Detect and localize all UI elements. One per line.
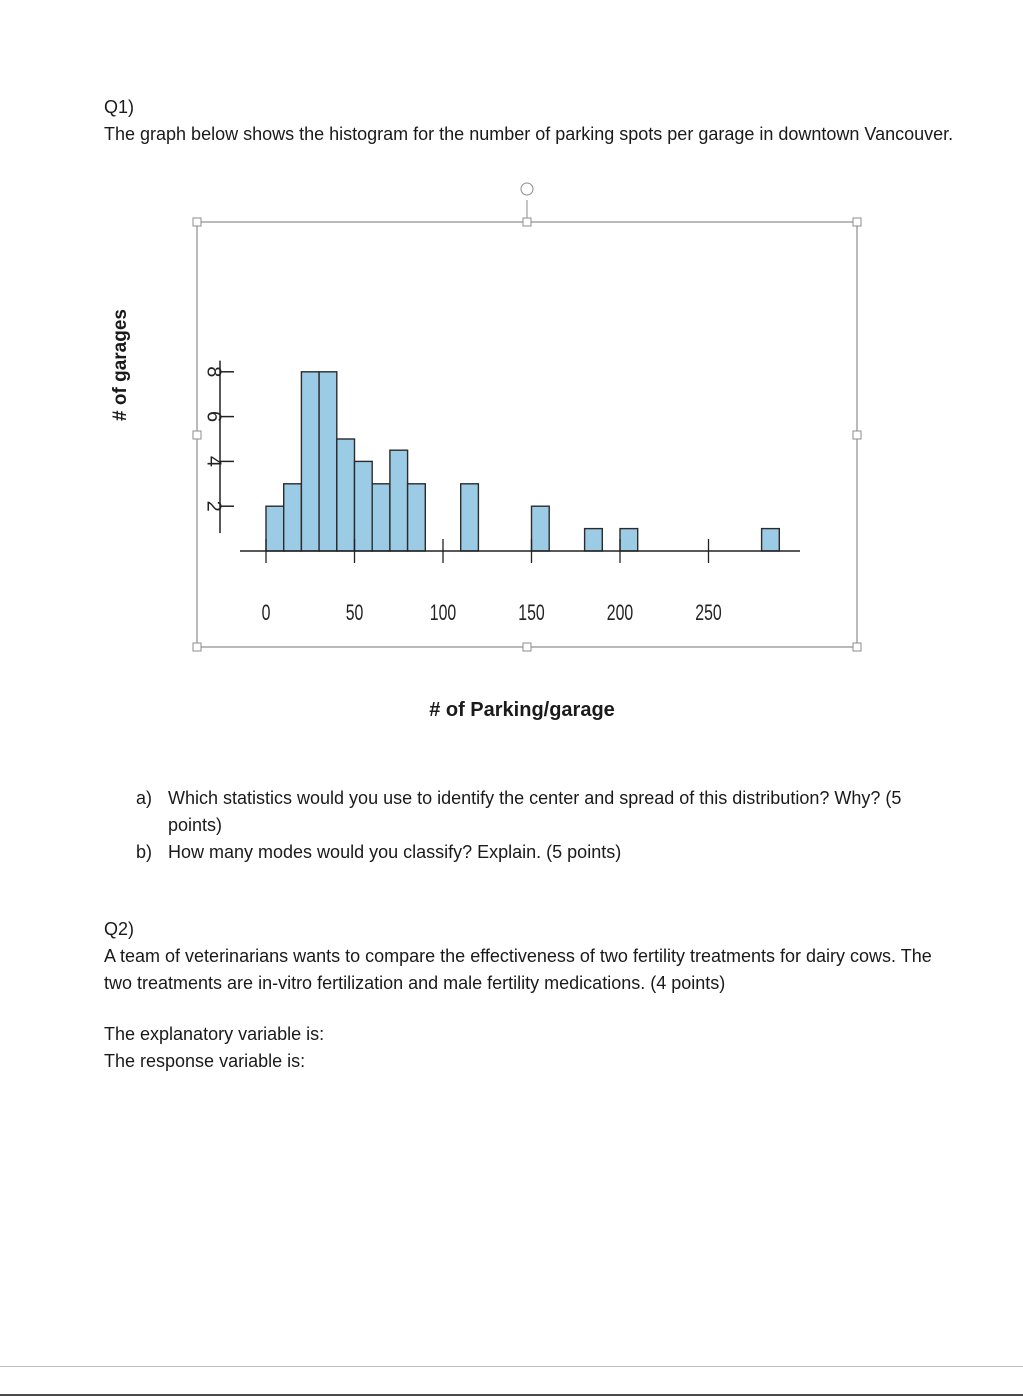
histogram-bar-5 bbox=[355, 461, 373, 551]
selection-handle bbox=[193, 218, 201, 226]
histogram-bar-12 bbox=[620, 529, 638, 551]
footer-divider bbox=[0, 1366, 1023, 1367]
question-b-text: How many modes would you classify? Explain. (5 points) bbox=[168, 842, 622, 862]
q2-label: Q2) bbox=[104, 919, 135, 939]
histogram-bar-4 bbox=[337, 439, 355, 551]
selection-handle bbox=[193, 431, 201, 439]
x-axis-label: # of Parking/garage bbox=[429, 699, 615, 720]
histogram-bar-6 bbox=[372, 484, 390, 551]
histogram-bar-11 bbox=[585, 529, 603, 551]
histogram-bar-0 bbox=[266, 506, 284, 551]
question-a-marker: a) bbox=[136, 788, 153, 808]
histogram-bar-3 bbox=[319, 372, 337, 551]
x-tick-label-0: 0 bbox=[261, 601, 271, 626]
histogram-bar-1 bbox=[284, 484, 302, 551]
histogram-chart[interactable] bbox=[100, 180, 880, 720]
page-bottom-border bbox=[0, 1394, 1023, 1396]
histogram-bar-8 bbox=[408, 484, 426, 551]
question-b-marker: b) bbox=[136, 842, 153, 862]
histogram-bar-7 bbox=[390, 450, 408, 551]
selection-handle bbox=[853, 643, 861, 651]
selection-handle bbox=[523, 643, 531, 651]
selection-handle bbox=[853, 218, 861, 226]
histogram-bar-13 bbox=[762, 529, 780, 551]
histogram-svg bbox=[100, 180, 880, 720]
y-tick-label-4: 4 bbox=[202, 455, 225, 467]
question-a bbox=[136, 785, 918, 839]
question-b bbox=[136, 839, 918, 866]
x-tick-label-150: 150 bbox=[518, 601, 545, 626]
image-selection-frame bbox=[197, 222, 857, 647]
y-tick-label-8: 8 bbox=[202, 366, 225, 378]
x-tick-label-100: 100 bbox=[429, 601, 457, 626]
selection-handle bbox=[193, 643, 201, 651]
x-tick-label-50: 50 bbox=[345, 601, 364, 626]
x-tick-label-250: 250 bbox=[695, 601, 722, 626]
y-tick-label-2: 2 bbox=[202, 500, 225, 512]
histogram-bar-9 bbox=[461, 484, 479, 551]
q1-label: Q1) bbox=[104, 97, 135, 117]
q2-text: A team of veterinarians wants to compare the effectiveness of two fertility treatments for dairy cows. The two treatments are in-vitro fertilization and male fertility medications. (4 points) bbox=[104, 946, 932, 993]
question-a-text: Which statistics would you use to identify the center and spread of this distribution? Why? (5 points) bbox=[168, 788, 902, 835]
histogram-bar-2 bbox=[301, 372, 319, 551]
response-variable-line: The response variable is: bbox=[104, 1051, 306, 1071]
rotate-handle-icon bbox=[521, 183, 533, 195]
explanatory-variable-line: The explanatory variable is: bbox=[104, 1024, 325, 1044]
histogram-bar-10 bbox=[532, 506, 550, 551]
selection-handle bbox=[853, 431, 861, 439]
selection-handle bbox=[523, 218, 531, 226]
y-tick-label-6: 6 bbox=[202, 411, 225, 423]
q1-text: The graph below shows the histogram for the number of parking spots per garage in downtown Vancouver. bbox=[104, 124, 954, 144]
y-axis-label: # of garages bbox=[110, 309, 131, 421]
x-tick-label-200: 200 bbox=[606, 601, 634, 626]
